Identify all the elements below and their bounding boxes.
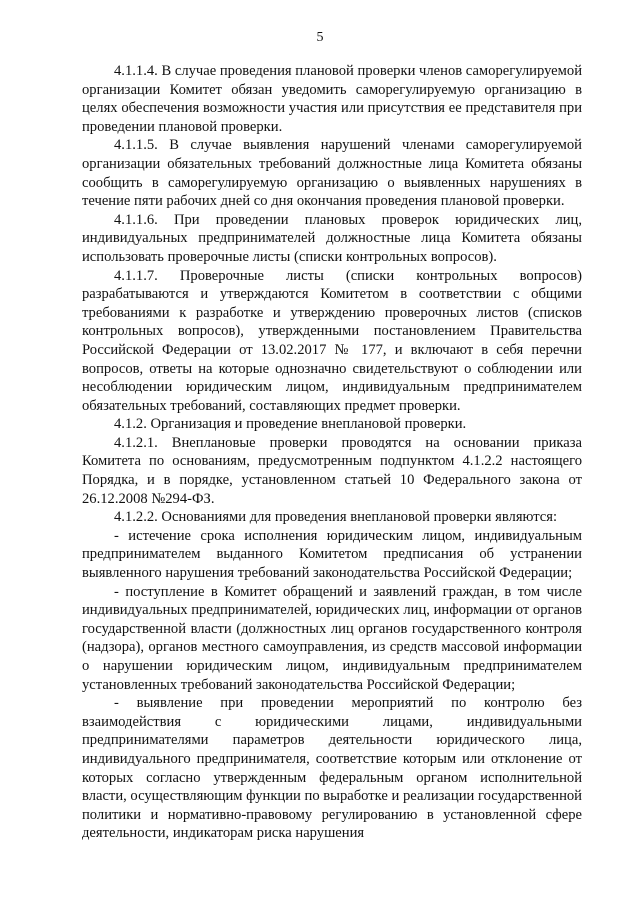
- paragraph-4-1-2-1: 4.1.2.1. Внеплановые проверки проводятся на основании приказа Комитета по основаниям, предусмотренным подпунктом 4.1.2.2 настоящего Порядка, и в порядке, установленном статьей 10 Федерального закона от 26.12.2008 №294-ФЗ.: [82, 434, 582, 507]
- paragraph-4-1-1-5: 4.1.1.5. В случае выявления нарушений членами саморегулируемой организации обязательных требований должностные лица Комитета обязаны сообщить в саморегулируемую организацию о выявленных нарушениях в течение пяти рабочих дней со дня окончания проведения плановой проверки.: [82, 137, 582, 210]
- document-body: [82, 62, 582, 843]
- paragraph-4-1-2: 4.1.2. Организация и проведение внеплановой проверки.: [114, 416, 467, 433]
- list-item-risk-indicators: - выявление при проведении мероприятий по контролю без взаимодействия с юридическими лицами, индивидуальными предпринимателями параметров деятельности юридического лица, индивидуального предпринимателя, соответствие которым или отклонение от которых согласно утвержденным федеральным органом исполнительной власти, осуществляющим функции по выработке и реализации государственной политики и нормативно-правовому регулированию в установленной сфере деятельности, индикаторам риска нарушения: [82, 695, 582, 842]
- list-item-deadline-expiry: - истечение срока исполнения юридическим лицом, индивидуальным предпринимателем выданного Комитетом предписания об устранении выявленного нарушения требований законодательства Российской Федерации;: [82, 527, 582, 582]
- page-number: 5: [316, 30, 324, 45]
- paragraph-4-1-2-2: 4.1.2.2. Основаниями для проведения внеплановой проверки являются:: [114, 509, 558, 526]
- paragraph-4-1-1-4: 4.1.1.4. В случае проведения плановой проверки членов саморегулируемой организации Комитет обязан уведомить саморегулируемую организацию в целях обеспечения возможности участия или присутствия ее представителя при проведении плановой проверки.: [82, 63, 582, 135]
- list-item-citizen-appeals: - поступление в Комитет обращений и заявлений граждан, в том числе индивидуальных предпринимателей, юридических лиц, информации от органов государственной власти (должностных лиц органов государственного контроля (надзора), органов местного самоуправления, из средств массовой информации о нарушении юридическим лицом, индивидуальным предпринимателем установленных требований законодательства Российской Федерации;: [82, 583, 582, 693]
- paragraph-4-1-1-6: 4.1.1.6. При проведении плановых проверок юридических лиц, индивидуальных предпринимателей должностные лица Комитета обязаны использовать проверочные листы (списки контрольных вопросов).: [82, 211, 582, 265]
- paragraph-4-1-1-7: 4.1.1.7. Проверочные листы (списки контрольных вопросов) разрабатываются и утверждаются Комитетом в соответствии с общими требованиями к разработке и утверждению проверочных листов (списков контрольных вопросов), утвержденными постановлением Правительства Российской Федерации от 13.02.2017 № 177, и включают в себя перечни вопросов, ответы на которые однозначно свидетельствуют о соблюдении или несоблюдении юридическим лицом, индивидуальным предпринимателем обязательных требований, составляющих предмет проверки.: [82, 267, 582, 414]
